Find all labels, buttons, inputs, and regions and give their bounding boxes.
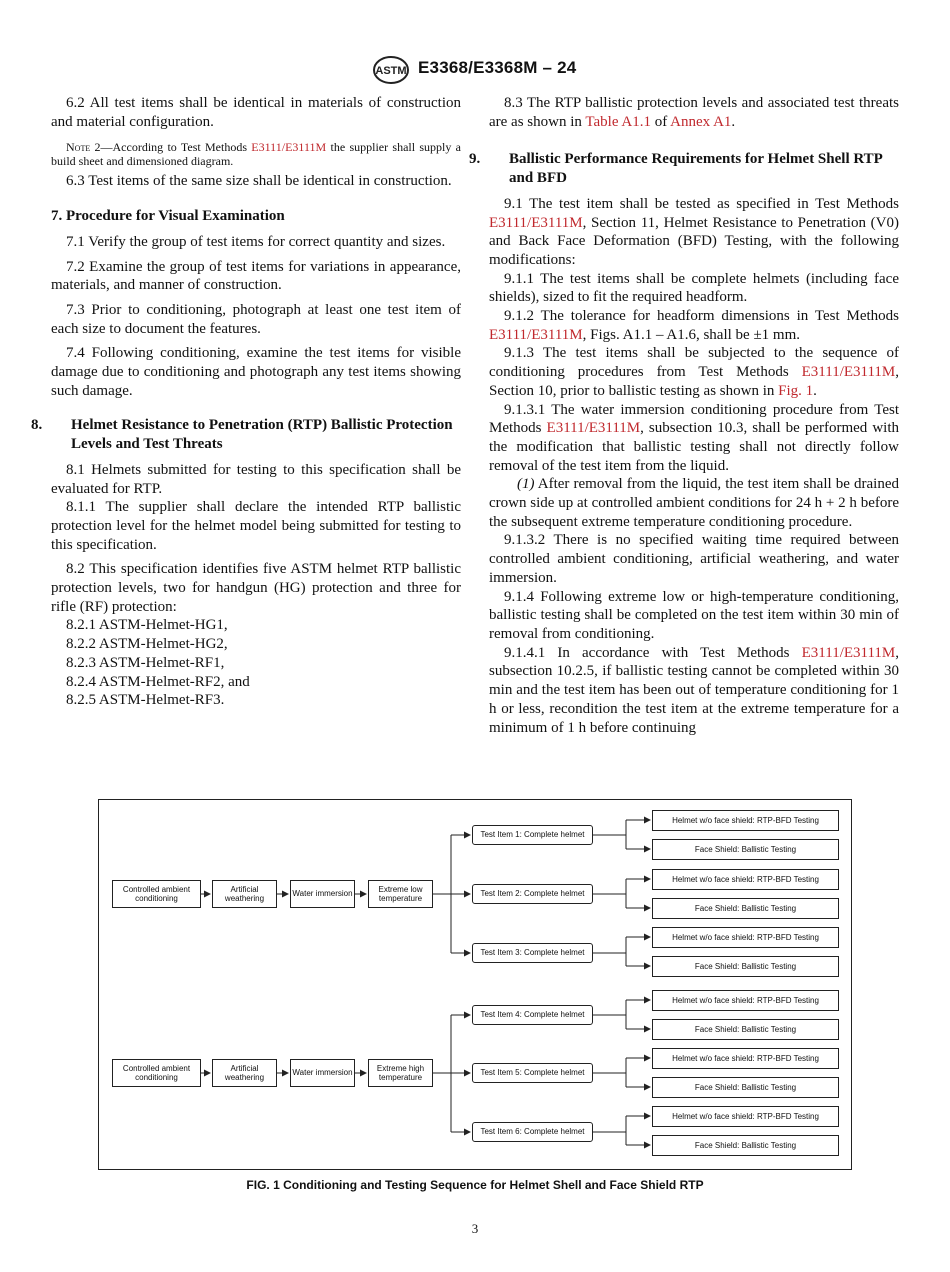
text: 9.1.2 The tolerance for headform dimensions in Test Methods <box>504 308 899 325</box>
para-9-1-3-2: 9.1.3.2 There is no specified waiting time required between controlled ambient conditioning, artificial weathering, and water immersion. <box>489 532 899 586</box>
text: . <box>731 113 736 130</box>
para-7-3: 7.3 Prior to conditioning, photograph at least one test item of each size to document the features. <box>51 301 461 337</box>
box-test-item-4: Test Item 4: Complete helmet <box>472 1005 593 1025</box>
text: , Figs. A1.1 – A1.6, shall be ±1 mm. <box>582 326 801 343</box>
text: , Section 10, prior to ballistic testing as shown in <box>489 364 899 399</box>
para-9-1-1: 9.1.1 The test items shall be complete helmets (including face shields), sized to fit the required headform. <box>489 270 899 306</box>
note-text: —According to Test Methods <box>100 140 252 155</box>
link-e3111[interactable]: E3111/E3111M <box>489 214 583 231</box>
section-9-heading <box>469 150 899 187</box>
section-8-heading <box>31 416 461 453</box>
box-test-item-6: Test Item 6: Complete helmet <box>472 1122 593 1142</box>
link-table-a1-1[interactable]: Table A1.1 <box>585 113 651 130</box>
note-2 <box>51 140 461 168</box>
box-water-immersion-high: Water immersion <box>290 1059 355 1087</box>
box-extreme-low-temperature: Extreme low temperature <box>368 880 433 908</box>
text: of <box>650 113 671 130</box>
text: 8.3 The RTP ballistic protection levels and associated test threats are as shown in <box>489 95 899 130</box>
text: , subsection 10.2.5, if ballistic testing cannot be completed within 30 min and the test item has been out of temperature conditioning for 1 h or less, recondition the test item at the extreme temperature for a minimum of 1 h before continuing <box>489 644 899 736</box>
para-7-4: 7.4 Following conditioning, examine the test items for visible damage due to conditioning and photograph any test items showing such damage. <box>51 345 461 399</box>
list-item: 8.2.2 ASTM-Helmet-HG2, <box>66 636 228 653</box>
document-id: E3368/E3368M – 24 <box>418 58 577 77</box>
box-face-shield: Face Shield: Ballistic Testing <box>652 1077 839 1098</box>
box-helmet-rtp-bfd: Helmet w/o face shield: RTP-BFD Testing <box>652 927 839 948</box>
box-water-immersion-low: Water immersion <box>290 880 355 908</box>
heading-text: Helmet Resistance to Penetration (RTP) Ballistic Protection Levels and Test Threats <box>71 417 453 453</box>
right-column <box>469 94 900 737</box>
para-9-1-3 <box>489 344 899 400</box>
box-face-shield: Face Shield: Ballistic Testing <box>652 839 839 860</box>
link-e3111[interactable]: E3111/E3111M <box>489 326 583 343</box>
page-number: 3 <box>471 1221 479 1236</box>
text: 9.1.3.1 The water immersion conditioning procedure from Test Methods <box>489 401 899 437</box>
para-9-1-2 <box>489 307 899 344</box>
box-helmet-rtp-bfd: Helmet w/o face shield: RTP-BFD Testing <box>652 869 839 890</box>
text: . <box>813 382 817 399</box>
heading-number: 9. <box>469 151 481 168</box>
link-fig-1[interactable]: Fig. 1 <box>778 382 814 399</box>
figure-caption: FIG. 1 Conditioning and Testing Sequence for Helmet Shell and Face Shield RTP <box>246 1178 704 1192</box>
section-7-heading: 7. Procedure for Visual Examination <box>51 208 285 225</box>
box-helmet-rtp-bfd: Helmet w/o face shield: RTP-BFD Testing <box>652 1048 839 1069</box>
box-face-shield: Face Shield: Ballistic Testing <box>652 956 839 977</box>
link-e3111[interactable]: E3111/E3111M <box>801 644 896 661</box>
para-7-1: 7.1 Verify the group of test items for correct quantity and sizes. <box>66 233 446 250</box>
para-item-1 <box>489 475 899 531</box>
para-8-1-1: 8.1.1 The supplier shall declare the intended RTP ballistic protection level for the helmet model being submitted for testing to this specification. <box>51 499 461 553</box>
para-9-1 <box>489 195 899 270</box>
link-annex-a1[interactable]: Annex A1 <box>670 113 732 130</box>
box-helmet-rtp-bfd: Helmet w/o face shield: RTP-BFD Testing <box>652 990 839 1011</box>
para-8-1: 8.1 Helmets submitted for testing to this specification shall be evaluated for RTP. <box>51 461 461 497</box>
box-helmet-rtp-bfd: Helmet w/o face shield: RTP-BFD Testing <box>652 810 839 831</box>
list-item: 8.2.3 ASTM-Helmet-RF1, <box>66 654 225 671</box>
link-e3111[interactable]: E3111/E3111M <box>251 140 327 155</box>
text: , Section 11, Helmet Resistance to Penetration (V0) and Back Face Deformation (BFD) Testing, with the following modifications: <box>489 214 899 268</box>
svg-text:ASTM: ASTM <box>375 65 407 77</box>
item-label: (1) <box>517 476 535 493</box>
box-helmet-rtp-bfd: Helmet w/o face shield: RTP-BFD Testing <box>652 1106 839 1127</box>
note-text-end: the supplier shall supply a build sheet and dimensioned diagram. <box>51 140 461 169</box>
para-9-1-4: 9.1.4 Following extreme low or high-temperature conditioning, ballistic testing shall be completed on the test item within 30 min of removal from conditioning. <box>489 588 899 642</box>
list-item: 8.2.5 ASTM-Helmet-RF3. <box>66 692 225 709</box>
page-header <box>0 55 950 85</box>
text: 9.1.3 The test items shall be subjected to the sequence of conditioning procedures from Test Methods <box>489 345 899 381</box>
list-item: 8.2.1 ASTM-Helmet-HG1, <box>66 617 228 634</box>
para-9-1-3-1 <box>489 401 899 476</box>
box-controlled-ambient-low: Controlled ambient conditioning <box>112 880 201 908</box>
heading-text: Ballistic Performance Requirements for Helmet Shell RTP and BFD <box>509 151 883 187</box>
para-8-2: 8.2 This specification identifies five ASTM helmet RTP ballistic protection levels, two for handgun (HG) protection and three for rifle (RF) protection: <box>51 561 461 615</box>
text: 9.1.4.1 In accordance with Test Methods <box>504 644 802 661</box>
text: After removal from the liquid, the test item shall be drained crown side up at controlled ambient conditions for 24 h + 2 h before the subsequent extreme temperature conditioning procedure. <box>489 476 899 530</box>
para-6-2: 6.2 All test items shall be identical in materials of construction and material configuration. <box>51 95 461 130</box>
box-artificial-weathering-low: Artificial weathering <box>212 880 277 908</box>
link-e3111[interactable]: E3111/E3111M <box>801 364 896 381</box>
heading-number: 8. <box>31 417 43 434</box>
left-column <box>31 94 461 710</box>
box-controlled-ambient-high: Controlled ambient conditioning <box>112 1059 201 1087</box>
para-8-3 <box>489 94 899 131</box>
link-e3111[interactable]: E3111/E3111M <box>546 420 641 437</box>
para-9-1-4-1 <box>489 644 899 738</box>
text: 9.1 The test item shall be tested as specified in Test Methods <box>504 195 899 212</box>
box-test-item-1: Test Item 1: Complete helmet <box>472 825 593 845</box>
box-test-item-2: Test Item 2: Complete helmet <box>472 884 593 904</box>
box-face-shield: Face Shield: Ballistic Testing <box>652 1019 839 1040</box>
para-7-2: 7.2 Examine the group of test items for variations in appearance, materials, and manner of construction. <box>51 258 461 294</box>
box-test-item-5: Test Item 5: Complete helmet <box>472 1063 593 1083</box>
para-6-3: 6.3 Test items of the same size shall be identical in construction. <box>66 173 452 190</box>
box-face-shield: Face Shield: Ballistic Testing <box>652 1135 839 1156</box>
box-face-shield: Face Shield: Ballistic Testing <box>652 898 839 919</box>
list-item: 8.2.4 ASTM-Helmet-RF2, and <box>66 673 250 690</box>
figure-1-flowchart <box>98 799 852 1170</box>
text: , subsection 10.3, shall be performed with the modification that ballistic testing shall not directly follow removal of the test item from the liquid. <box>489 420 900 474</box>
box-extreme-high-temperature: Extreme high temperature <box>368 1059 433 1087</box>
astm-logo-icon <box>372 55 410 85</box>
box-test-item-3: Test Item 3: Complete helmet <box>472 943 593 963</box>
box-artificial-weathering-high: Artificial weathering <box>212 1059 277 1087</box>
note-label: Note 2 <box>66 140 101 155</box>
